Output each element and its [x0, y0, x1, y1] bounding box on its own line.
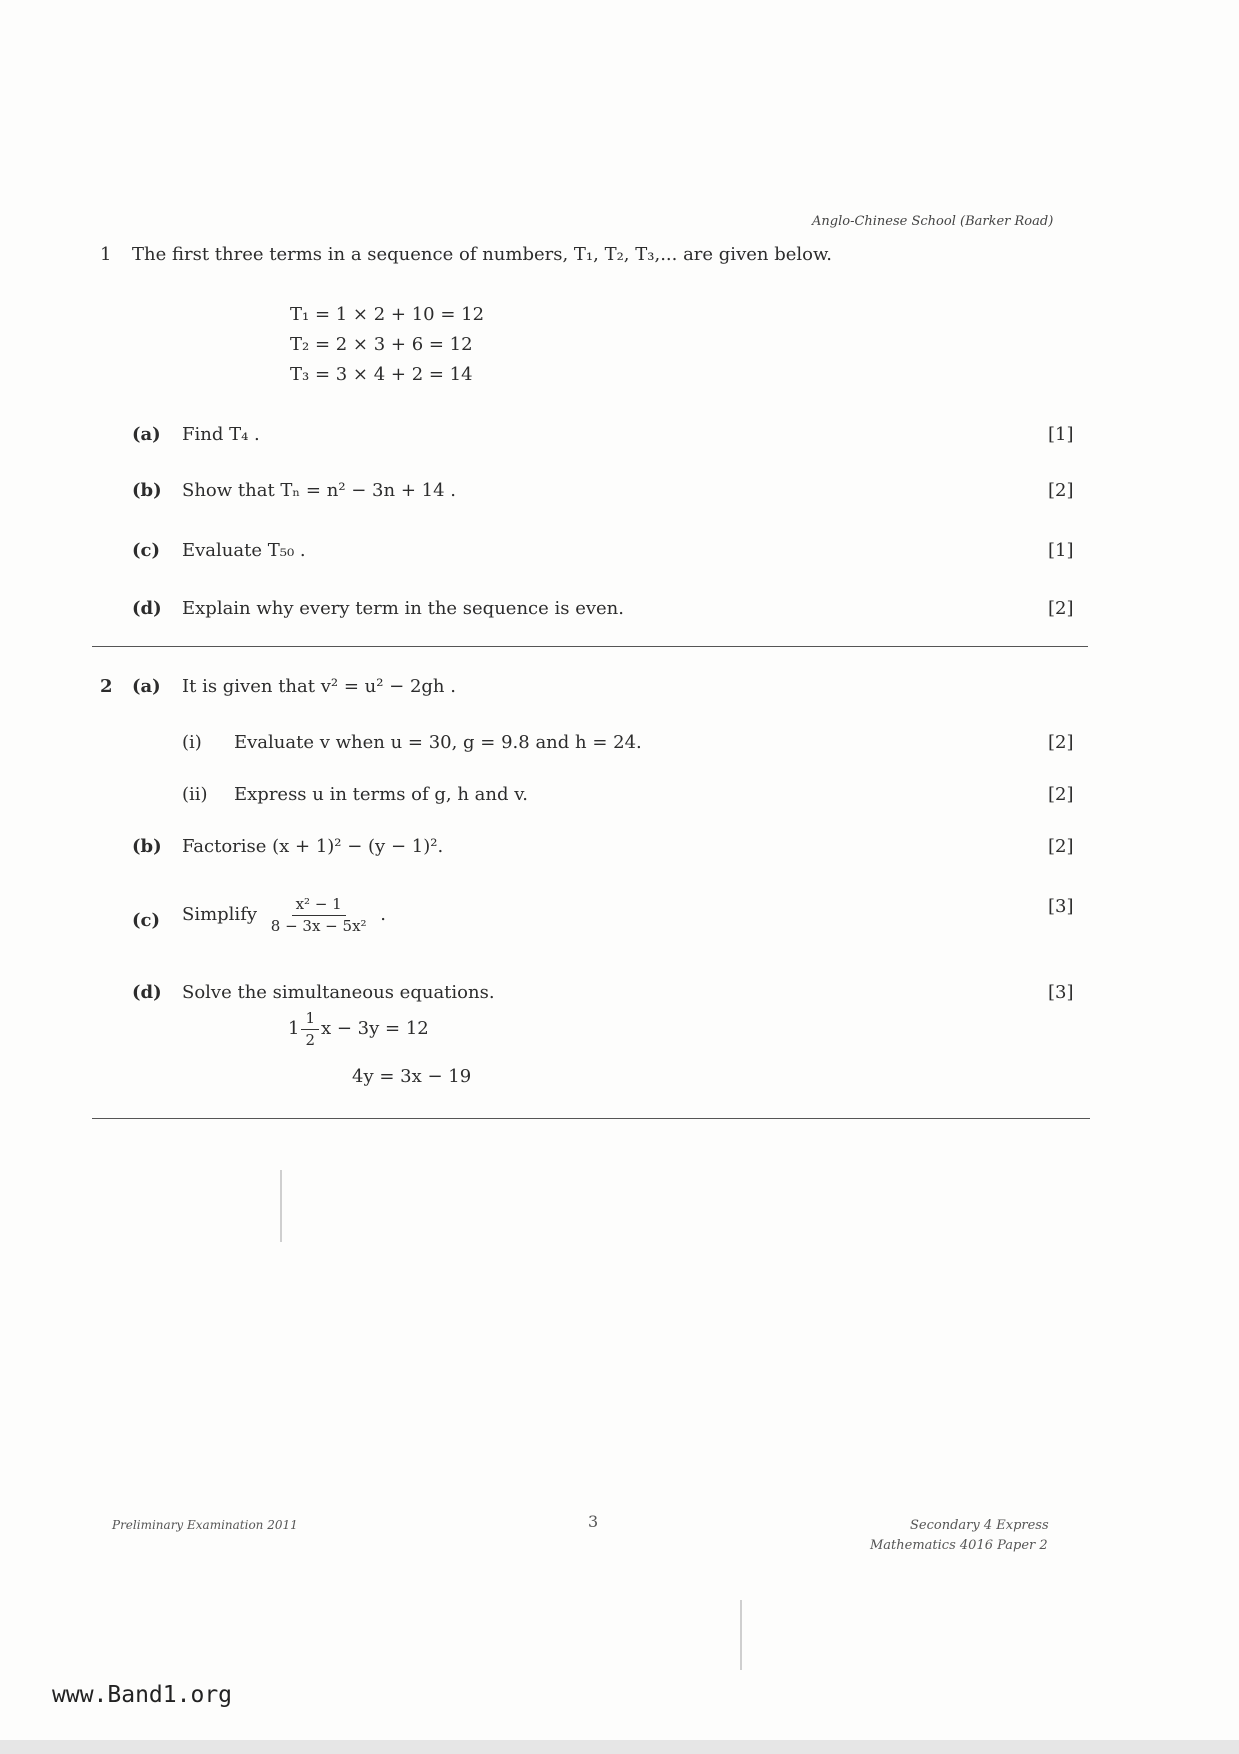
q2c-expression: [182, 896, 386, 934]
q2c-denominator: 8 − 3x − 5x²: [270, 916, 367, 935]
q1-equation-2: T₂ = 2 × 3 + 6 = 12: [290, 334, 473, 355]
school-header: Anglo-Chinese School (Barker Road): [812, 214, 1054, 229]
q1a-marks: [1]: [1048, 424, 1074, 445]
q2d-eq1-numerator: 1: [301, 1010, 319, 1030]
q2d-marks: [3]: [1048, 982, 1074, 1003]
q2c-label: (c): [132, 910, 160, 931]
q2b-marks: [2]: [1048, 836, 1074, 857]
q1b-text: Show that Tₙ = n² − 3n + 14 .: [182, 480, 456, 501]
q1b-label: (b): [132, 480, 162, 501]
q2ai-text: Evaluate v when u = 30, g = 9.8 and h = 24.: [234, 732, 642, 753]
q2ai-label: (i): [182, 732, 202, 753]
q2-number: 2: [100, 676, 113, 697]
q2ai-marks: [2]: [1048, 732, 1074, 753]
q2d-text: Solve the simultaneous equations.: [182, 982, 495, 1003]
scan-artifact-line: [280, 1170, 282, 1242]
q1d-marks: [2]: [1048, 598, 1074, 619]
q1c-label: (c): [132, 540, 160, 561]
q2c-marks: [3]: [1048, 896, 1074, 917]
q2c-fraction: [267, 896, 371, 934]
q2d-equation-1: [288, 1010, 429, 1048]
q1c-marks: [1]: [1048, 540, 1074, 561]
q2c-numerator: x² − 1: [292, 896, 346, 916]
scan-artifact-line-2: [740, 1600, 742, 1670]
q1-intro: The first three terms in a sequence of numbers, T₁, T₂, T₃,... are given below.: [132, 244, 832, 265]
q2d-equation-2: 4y = 3x − 19: [352, 1066, 472, 1087]
q2a-text: It is given that v² = u² − 2gh .: [182, 676, 456, 697]
q2aii-label: (ii): [182, 784, 208, 805]
footer-paper: Mathematics 4016 Paper 2: [870, 1538, 1048, 1553]
q2aii-marks: [2]: [1048, 784, 1074, 805]
q1c-text: Evaluate T₅₀ .: [182, 540, 306, 561]
website-watermark: www.Band1.org: [52, 1682, 233, 1708]
q1-divider: [92, 646, 1088, 647]
q1a-text: Find T₄ .: [182, 424, 260, 445]
q2d-eq1-whole: 1: [288, 1018, 300, 1039]
q1d-label: (d): [132, 598, 162, 619]
q2d-label: (d): [132, 982, 162, 1003]
footer-page-number: 3: [588, 1512, 599, 1531]
q2d-eq1-fraction: [301, 1010, 319, 1048]
q2b-text: Factorise (x + 1)² − (y − 1)².: [182, 836, 444, 857]
q1-equation-3: T₃ = 3 × 4 + 2 = 14: [290, 364, 473, 385]
scan-bottom-edge: [0, 1740, 1239, 1754]
q2d-eq1-rest: x − 3y = 12: [321, 1018, 429, 1039]
q2-divider: [92, 1118, 1090, 1119]
q2aii-text: Express u in terms of g, h and v.: [234, 784, 528, 805]
q2c-prefix: Simplify: [182, 904, 258, 925]
q2d-eq1-denominator: 2: [305, 1030, 315, 1049]
q1d-text: Explain why every term in the sequence is even.: [182, 598, 624, 619]
footer-exam-name: Preliminary Examination 2011: [112, 1518, 298, 1532]
q1-equation-1: T₁ = 1 × 2 + 10 = 12: [290, 304, 485, 325]
q2b-label: (b): [132, 836, 162, 857]
q1a-label: (a): [132, 424, 161, 445]
footer-level: Secondary 4 Express: [910, 1518, 1049, 1533]
q2c-suffix: .: [380, 904, 387, 925]
q1b-marks: [2]: [1048, 480, 1074, 501]
q1-number: 1: [100, 244, 112, 265]
q2a-label: (a): [132, 676, 161, 697]
